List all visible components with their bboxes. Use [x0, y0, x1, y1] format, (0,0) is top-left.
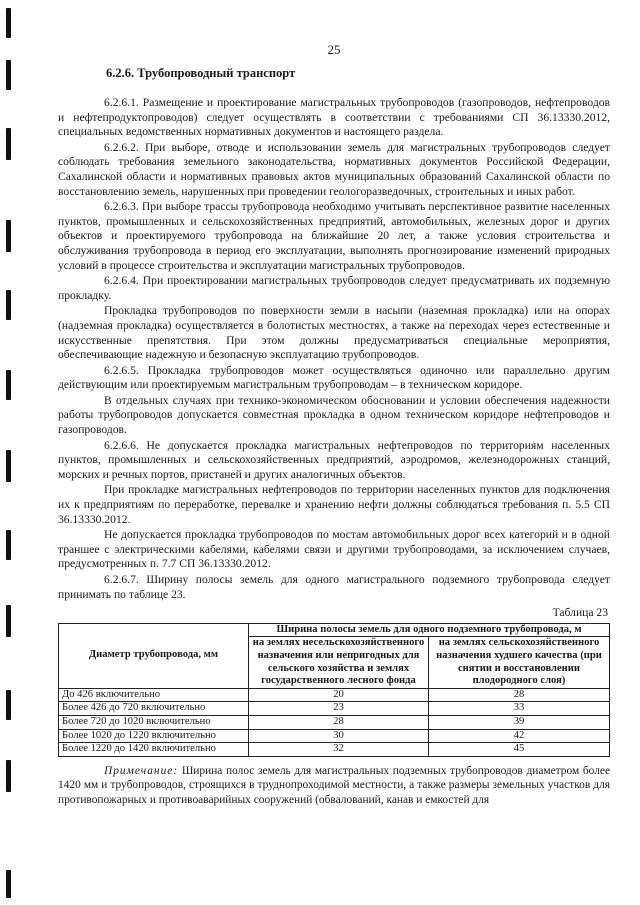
binder-mark	[6, 605, 11, 637]
cell-nonagricultural: 20	[249, 688, 429, 702]
paragraph: При прокладке магистральных нефтепроводов по территории населенных пунктов для подключения их к предприятиям по переработке, перевалке и хранению нефти должны соблюдаться требования п. 5.5 СП 36.13330.2012.	[58, 483, 610, 526]
table-row	[59, 715, 610, 729]
paragraph: 6.2.6.4. При проектировании магистральных трубопроводов следует предусматривать их подземную прокладку.	[58, 274, 610, 302]
paragraph: 6.2.6.1. Размещение и проектирование магистральных трубопроводов (газопроводов, нефтепроводов и нефтепродуктопроводов) следует осуществлять в соответствии с требованиями СП 36.13330.2012, специальных ведомственных нормативных документов и настоящего раздела.	[58, 96, 610, 139]
note-text: Ширина полос земель для магистральных подземных трубопроводов диаметром более 1420 мм и трубопроводов, строящихся в труднопроходимой местности, а также размеры земельных участков для противопожарных и противоаварийных сооружений (обвалований, канав и емкостей для	[58, 764, 610, 806]
binder-mark	[6, 760, 11, 792]
document-body	[58, 96, 610, 807]
header-nonagricultural: на землях несельскохозяйственного назначения или непригодных для сельского хозяйства и землях государственного лесного фонда	[249, 637, 429, 688]
header-land-width: Ширина полосы земель для одного подземного трубопровода, м	[249, 623, 610, 637]
cell-diameter: Более 426 до 720 включительно	[59, 702, 249, 716]
binder-mark	[6, 450, 11, 482]
cell-nonagricultural: 28	[249, 715, 429, 729]
paragraph: Не допускается прокладка трубопроводов по мостам автомобильных дорог всех категорий и в одной траншее с электрическими кабелями, кабелями связи и другими трубопроводами, за исключением случаев, предусмотренных п. 7.7 СП 36.13330.2012.	[58, 528, 610, 571]
paragraph: 6.2.6.3. При выборе трассы трубопровода необходимо учитывать перспективное развитие населенных пунктов, промышленных и сельскохозяйственных предприятий, автомобильных, железных дорог и других объектов и проектируемого трубопровода на ближайшие 20 лет, а также условия строительства и обслуживания трубопровода в период его эксплуатации, выполнять прогнозирование изменений природных условий в процессе строительства и эксплуатации магистральных трубопроводов.	[58, 200, 610, 272]
binder-mark	[6, 370, 11, 400]
table-row	[59, 688, 610, 702]
page-number: 25	[327, 42, 341, 57]
cell-agricultural: 28	[429, 688, 610, 702]
table-row	[59, 729, 610, 743]
paragraph: Прокладка трубопроводов по поверхности земли в насыпи (наземная прокладка) или на опорах (надземная прокладка) осуществляется в болотистых местностях, а также на переходах через естественные и искусственные препятствия. При этом должны предусматриваться специальные мероприятия, обеспечивающие надежную и безопасную эксплуатацию трубопроводов.	[58, 304, 610, 362]
binder-mark	[6, 220, 11, 252]
binder-mark	[6, 690, 11, 720]
cell-nonagricultural: 23	[249, 702, 429, 716]
binder-mark	[6, 290, 11, 320]
binder-mark	[6, 128, 11, 160]
cell-diameter: До 426 включительно	[59, 688, 249, 702]
section-heading: 6.2.6. Трубопроводный транспорт	[106, 66, 296, 80]
cell-diameter: Более 1020 до 1220 включительно	[59, 729, 249, 743]
land-width-table	[58, 623, 610, 757]
cell-diameter: Более 720 до 1020 включительно	[59, 715, 249, 729]
cell-agricultural: 39	[429, 715, 610, 729]
binder-mark	[6, 870, 11, 898]
table-note	[58, 764, 610, 807]
paragraph: 6.2.6.6. Не допускается прокладка магистральных нефтепроводов по территориям населенных пунктов, промышленных и сельскохозяйственных предприятий, аэродромов, железнодорожных станций, морских и речных портов, пристаней и других аналогичных объектов.	[58, 438, 610, 481]
table-row	[59, 702, 610, 716]
paragraph: 6.2.6.7. Ширину полосы земель для одного магистрального подземного трубопровода следует принимать по таблице 23.	[58, 573, 610, 601]
cell-agricultural: 45	[429, 743, 610, 757]
table-row	[59, 743, 610, 757]
table-caption: Таблица 23	[552, 606, 608, 620]
paragraph: 6.2.6.2. При выборе, отводе и использовании земель для магистральных трубопроводов следует соблюдать требования земельного законодательства, нормативных документов Российской Федерации, Сахалинской области и нормативных правовых актов муниципальных образований Сахалинской области по восстановлению земель, нарушенных при проведении геологоразведочных, строительных и иных работ.	[58, 140, 610, 198]
paragraph: В отдельных случаях при технико-экономическом обосновании и условии обеспечения надежности работы трубопроводов допускается совместная прокладка в одном техническом коридоре нефтепроводов и газопроводов.	[58, 393, 610, 437]
cell-diameter: Более 1220 до 1420 включительно	[59, 743, 249, 757]
cell-nonagricultural: 30	[249, 729, 429, 743]
header-agricultural: на землях сельскохозяйственного назначения худшего качества (при снятии и восстановлении плодородного слоя)	[429, 637, 610, 688]
binder-mark	[6, 8, 11, 38]
cell-nonagricultural: 32	[249, 743, 429, 757]
cell-agricultural: 42	[429, 729, 610, 743]
cell-agricultural: 33	[429, 702, 610, 716]
binder-mark	[6, 60, 11, 90]
binder-mark	[6, 530, 11, 560]
header-diameter: Диаметр трубопровода, мм	[59, 623, 249, 688]
note-label: Примечание:	[104, 764, 179, 777]
paragraph: 6.2.6.5. Прокладка трубопроводов может осуществляться одиночно или параллельно другим действующим или проектируемым магистральным трубопроводам – в техническом коридоре.	[58, 363, 610, 392]
